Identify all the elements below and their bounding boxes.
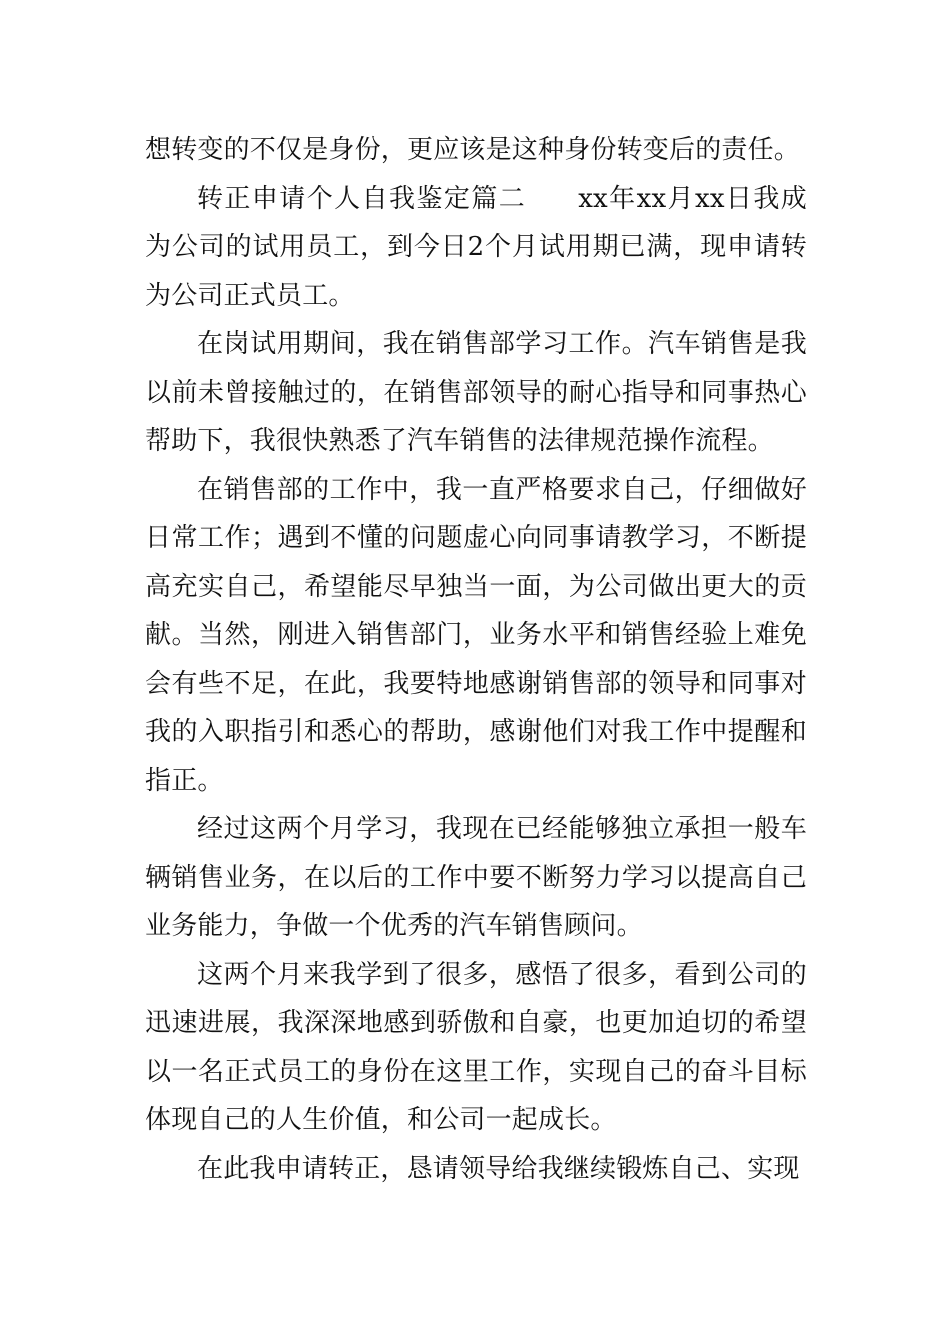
paragraph-2-text: xx年xx月xx日我成为公司的试用员工，到今日2个月试用期已满，现申请转为公司正式员工。 <box>145 183 807 311</box>
section-heading: 转正申请个人自我鉴定篇二 <box>197 183 527 214</box>
paragraph-5: 经过这两个月学习，我现在已经能够独立承担一般车辆销售业务，在以后的工作中要不断努力学习以提高自己业务能力，争做一个优秀的汽车销售顾问。 <box>145 814 807 941</box>
paragraph-1: 想转变的不仅是身份，更应该是这种身份转变后的责任。 <box>145 135 801 165</box>
paragraph-2 <box>145 175 807 321</box>
paragraph-7: 在此我申请转正，恳请领导给我继续锻炼自己、实现 <box>197 1153 800 1184</box>
paragraph-3: 在岗试用期间，我在销售部学习工作。汽车销售是我以前未曾接触过的，在销售部领导的耐心指导和同事热心帮助下，我很快熟悉了汽车销售的法律规范操作流程。 <box>145 329 807 456</box>
paragraph-4: 在销售部的工作中，我一直严格要求自己，仔细做好日常工作；遇到不懂的问题虚心向同事请教学习，不断提高充实自己，希望能尽早独当一面，为公司做出更大的贡献。当然，刚进入销售部门，业务水平和销售经验上难免会有些不足，在此，我要特地感谢销售部的领导和同事对我的入职指引和悉心的帮助，感谢他们对我工作中提醒和指正。 <box>145 474 807 796</box>
paragraph-6: 这两个月来我学到了很多，感悟了很多，看到公司的迅速进展，我深深地感到骄傲和自豪，也更加迫切的希望以一名正式员工的身份在这里工作，实现自己的奋斗目标体现自己的人生价值，和公司一起成长。 <box>145 959 807 1135</box>
document-body <box>145 126 807 1193</box>
